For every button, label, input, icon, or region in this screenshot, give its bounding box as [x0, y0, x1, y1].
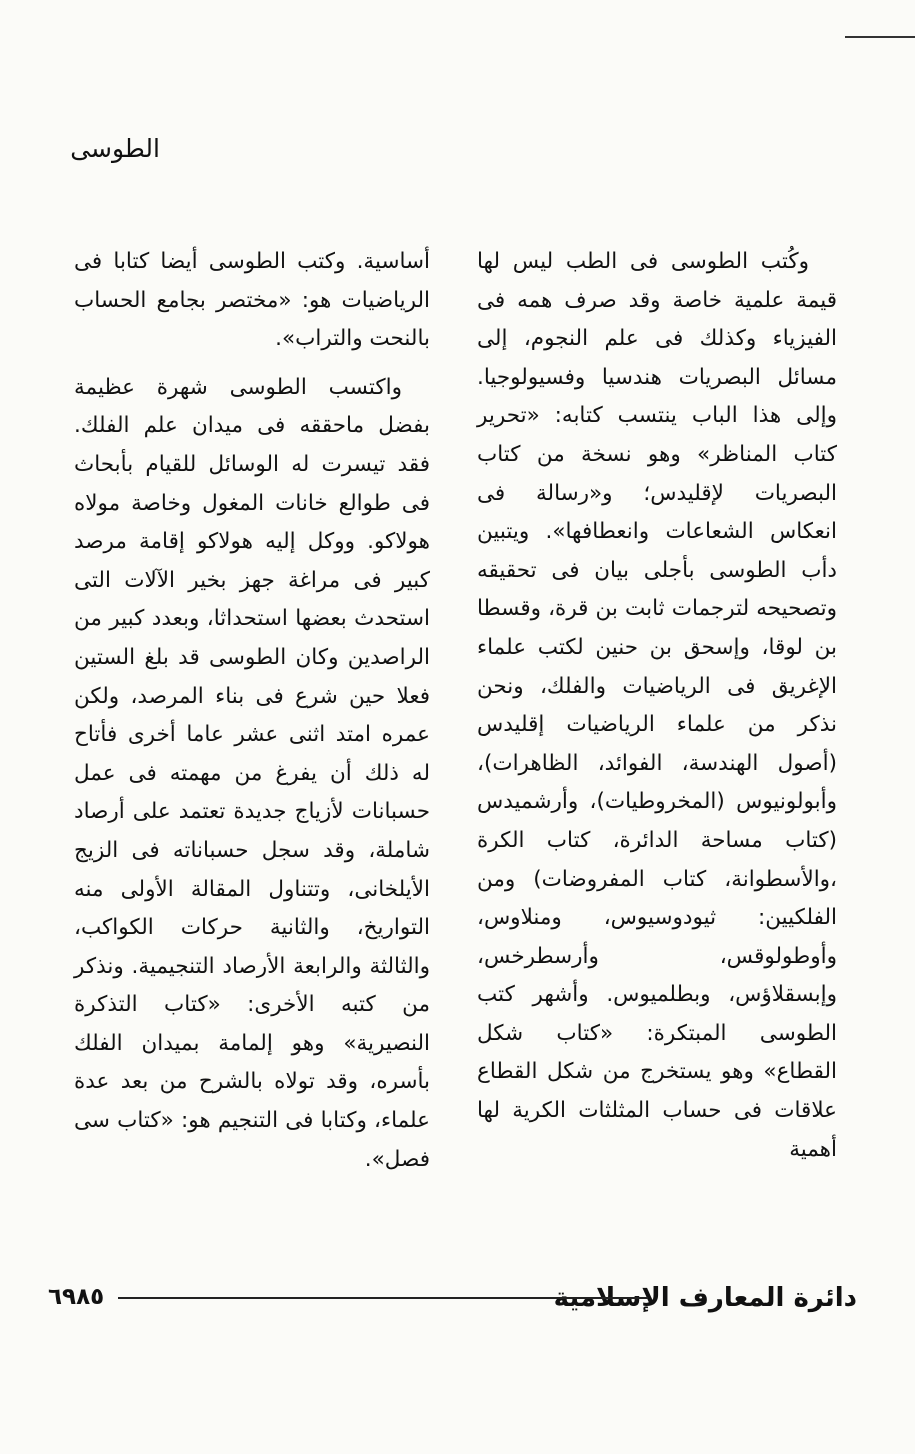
text-column-right: [477, 243, 837, 1169]
paragraph: واكتسب الطوسى شهرة عظيمة بفضل ماحققه فى ميدان علم الفلك. فقد تيسرت له الوسائل للقيام بأبحاث فى طوالع خانات المغول وخاصة مولاه هولاكو. ووكل إليه هولاكو إقامة مرصد كبير فى مراغة جهز بخير الآلات التى استحدث بعضها استحداثا، وبعدد كبير من الراصدين وكان الطوسى قد بلغ الستين فعلا حين شرع فى بناء المرصد، ولكن عمره امتد اثنى عشر عاما أخرى فأتاح له ذلك أن يفرغ من مهمته فى عمل حسبانات لأزياج جديدة تعتمد على أرصاد شاملة، وقد سجل حسباناته فى الزيج الأيلخانى، وتتناول المقالة الأولى منه التواريخ، والثانية حركات الكواكب، والثالثة والرابعة الأرصاد التنجيمية. ونذكر من كتبه الأخرى: «كتاب التذكرة النصيرية» وهو إلمامة بميدان الفلك بأسره، وقد تولاه بالشرح من بعد عدة علماء، وكتابا فى التنجيم هو: «كتاب سى فصل».: [74, 374, 430, 1172]
page-number: ٦٩٨٥: [48, 1284, 105, 1310]
corner-rule: [845, 36, 915, 38]
footer-title: دائرة المعارف الإسلامية: [553, 1283, 857, 1313]
text-column-left: [74, 243, 430, 1179]
running-head: الطوسى: [70, 134, 160, 163]
footer-rule: [118, 1297, 648, 1299]
paragraph: وكُتب الطوسى فى الطب ليس لها قيمة علمية خاصة وقد صرف همه فى الفيزياء وكذلك فى علم النجوم، إلى مسائل البصريات هندسيا وفسيولوجيا. وإلى هذا الباب ينتسب كتابه: «تحرير كتاب المناظر» وهو نسخة من كتاب البصريات لإقليدس؛ و«رسالة فى انعكاس الشعاعات وانعطافها». ويتبين دأب الطوسى بأجلى بيان فى تحقيقه وتصحيحه لترجمات ثابت بن قرة، وقسطا بن لوقا، وإسحق بن حنين لكتب علماء الإغريق فى الرياضيات والفلك، ونحن نذكر من علماء الرياضيات إقليدس (أصول الهندسة، الفوائد، الظاهرات)، وأبولونيوس (المخروطيات)، وأرشميدس (كتاب مساحة الدائرة، كتاب الكرة ،والأسطوانة، كتاب المفروضات) ومن الفلكيين: ثيودوسيوس، ومنلاوس، وأوطولوقس، وأرسطرخس، وإبسقلاؤس، وبطلميوس. وأشهر كتب الطوسى المبتكرة: «كتاب شكل القطاع» وهو يستخرج من شكل القطاع علاقات فى حساب المثلثات الكرية لها أهمية: [477, 249, 837, 1162]
paragraph: أساسية. وكتب الطوسى أيضا كتابا فى الرياضيات هو: «مختصر بجامع الحساب بالنحت والتراب».: [74, 249, 430, 352]
